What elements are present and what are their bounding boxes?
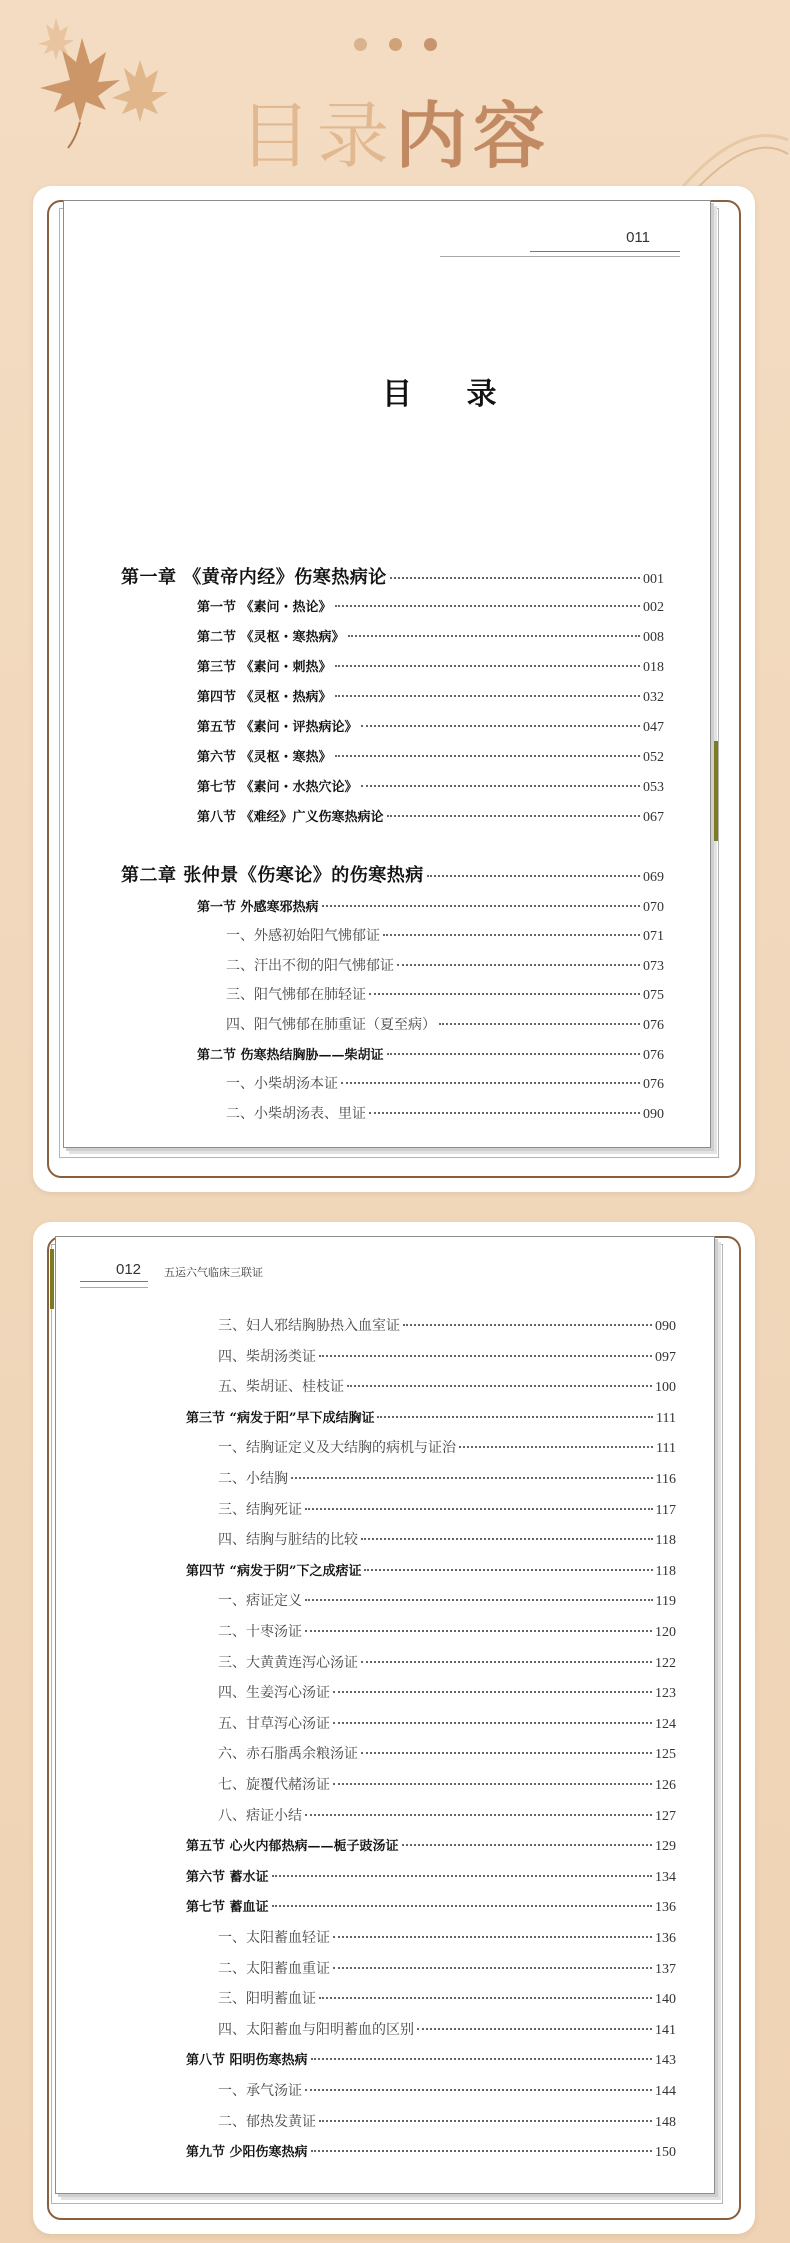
toc-entry-chapter bbox=[121, 563, 664, 589]
toc-entry-page: 136 bbox=[655, 1900, 676, 1915]
toc-entry-title: 第二节 伤寒热结胸胁——柴胡证 bbox=[197, 1048, 384, 1063]
toc-entry-title: 四、太阳蓄血与阳明蓄血的区别 bbox=[218, 2022, 414, 2038]
dot-leader bbox=[333, 1722, 652, 1724]
toc-entry-item bbox=[226, 1073, 664, 1093]
toc-entry-page: 076 bbox=[643, 1018, 664, 1033]
toc-entry-section bbox=[197, 806, 664, 826]
toc-entry-title: 三、阳明蓄血证 bbox=[218, 1991, 316, 2007]
toc-entry-page: 111 bbox=[656, 1411, 676, 1426]
toc-entry-section bbox=[186, 1407, 676, 1427]
toc-entry-title: 二、太阳蓄血重证 bbox=[218, 1961, 330, 1977]
toc-entry-page: 125 bbox=[655, 1747, 676, 1762]
book-spine-mark bbox=[714, 741, 718, 841]
toc-entry-title: 第五节 《素问・评热病论》 bbox=[197, 720, 358, 735]
toc-entry-page: 141 bbox=[655, 2023, 676, 2038]
toc-entry-page: 008 bbox=[643, 630, 664, 645]
toc-entry-section bbox=[186, 1896, 676, 1916]
toc-entry-title: 第六节 《灵枢・寒热》 bbox=[197, 750, 332, 765]
dot-leader bbox=[387, 1053, 640, 1055]
toc-entry-item bbox=[218, 1774, 676, 1794]
toc-entry-page: 136 bbox=[655, 1931, 676, 1946]
toc-entry-page: 123 bbox=[655, 1686, 676, 1701]
toc-entry-title: 四、生姜泻心汤证 bbox=[218, 1685, 330, 1701]
toc-entry-title: 六、赤石脂禹余粮汤证 bbox=[218, 1746, 358, 1762]
toc-entry-page: 118 bbox=[655, 1533, 676, 1548]
toc-entry-page: 076 bbox=[643, 1048, 664, 1063]
toc-entry-item bbox=[218, 1958, 676, 1978]
toc-entry-section bbox=[197, 776, 664, 796]
toc-entry-page: 090 bbox=[643, 1107, 664, 1122]
dot-leader bbox=[305, 1599, 653, 1601]
toc-entry-item bbox=[218, 2111, 676, 2131]
dot-leader bbox=[390, 577, 640, 579]
toc-entry-title: 第三节 《素问・刺热》 bbox=[197, 660, 332, 675]
toc-entry-item bbox=[226, 955, 664, 975]
header-rule-2 bbox=[440, 256, 680, 257]
toc-entry-title: 二、十枣汤证 bbox=[218, 1624, 302, 1640]
toc-entry-item bbox=[218, 2080, 676, 2100]
toc-entry-title: 第四节 “病发于阴”下之成痞证 bbox=[186, 1564, 362, 1579]
toc-entry-item bbox=[226, 1014, 664, 1034]
toc-entry-page: 143 bbox=[655, 2053, 676, 2068]
toc-page-card-2 bbox=[33, 1222, 755, 2234]
toc-entry-page: 127 bbox=[655, 1809, 676, 1824]
toc-entry-title: 第二章 张仲景《伤寒论》的伤寒热病 bbox=[121, 865, 424, 886]
toc-entry-title: 七、旋覆代赭汤证 bbox=[218, 1777, 330, 1793]
toc-entry-item bbox=[218, 1988, 676, 2008]
dot-leader bbox=[383, 934, 640, 936]
toc-entry-title: 四、结胸与脏结的比较 bbox=[218, 1532, 358, 1548]
toc-entry-item bbox=[218, 1927, 676, 1947]
toc-entry-item bbox=[218, 1529, 676, 1549]
toc-entry-item bbox=[218, 1743, 676, 1763]
toc-entry-title: 第一章 《黄帝内经》伤寒热病论 bbox=[121, 567, 387, 588]
toc-entry-page: 124 bbox=[655, 1717, 676, 1732]
toc-entry-page: 073 bbox=[643, 959, 664, 974]
dot-leader bbox=[335, 665, 640, 667]
toc-entry-title: 一、痞证定义 bbox=[218, 1593, 302, 1609]
toc-entry-title: 第七节 《素问・水热穴论》 bbox=[197, 780, 358, 795]
toc-entry-page: 126 bbox=[655, 1778, 676, 1793]
dot-leader bbox=[333, 1967, 652, 1969]
dot-leader bbox=[459, 1446, 653, 1448]
toc-entry-item bbox=[226, 1103, 664, 1123]
toc-entry-section bbox=[197, 1044, 664, 1064]
toc-entry-page: 071 bbox=[643, 929, 664, 944]
toc-page-card-1 bbox=[33, 186, 755, 1192]
toc-entry-page: 122 bbox=[655, 1656, 676, 1671]
book-page-012 bbox=[55, 1236, 715, 2194]
book-page-011 bbox=[63, 200, 711, 1148]
toc-entry-page: 032 bbox=[643, 690, 664, 705]
toc-entry-title: 第九节 少阳伤寒热病 bbox=[186, 2145, 308, 2160]
toc-entry-item bbox=[218, 1437, 676, 1457]
header-dots bbox=[354, 38, 437, 51]
toc-entry-page: 119 bbox=[655, 1594, 676, 1609]
header-title-light: 目录 bbox=[238, 94, 395, 178]
dot-leader bbox=[272, 1875, 652, 1877]
toc-entry-item bbox=[226, 984, 664, 1004]
toc-entry-page: 129 bbox=[655, 1839, 676, 1854]
dot-leader bbox=[333, 1783, 652, 1785]
dot-leader bbox=[387, 815, 640, 817]
header-rule bbox=[530, 251, 680, 252]
toc-entry-title: 第八节 《难经》广义伤寒热病论 bbox=[197, 810, 384, 825]
toc-entry-title: 一、承气汤证 bbox=[218, 2083, 302, 2099]
toc-entry-page: 118 bbox=[655, 1564, 676, 1579]
toc-entry-section bbox=[197, 746, 664, 766]
toc-entry-item bbox=[218, 1590, 676, 1610]
toc-entry-title: 四、阳气怫郁在肺重证（夏至病） bbox=[226, 1017, 436, 1033]
dot-leader bbox=[427, 875, 640, 877]
toc-entry-title: 第二节 《灵枢・寒热病》 bbox=[197, 630, 345, 645]
dot-leader bbox=[439, 1023, 640, 1025]
dot-leader bbox=[333, 1691, 652, 1693]
dot-leader bbox=[364, 1569, 652, 1571]
toc-entry-item bbox=[218, 1499, 676, 1519]
toc-entry-section bbox=[197, 656, 664, 676]
toc-title: 目 录 bbox=[382, 377, 519, 412]
dot-leader bbox=[347, 1385, 652, 1387]
toc-entry-title: 第三节 “病发于阳”早下成结胸证 bbox=[186, 1411, 375, 1426]
dot-leader bbox=[403, 1324, 652, 1326]
dot-leader bbox=[417, 2028, 652, 2030]
toc-entry-section bbox=[197, 626, 664, 646]
toc-entry-title: 第一节 外感寒邪热病 bbox=[197, 900, 319, 915]
toc-entry-item bbox=[218, 1376, 676, 1396]
toc-entry-page: 001 bbox=[643, 572, 664, 587]
toc-entry-page: 018 bbox=[643, 660, 664, 675]
toc-entry-section bbox=[186, 1835, 676, 1855]
dot-leader bbox=[361, 1538, 653, 1540]
toc-entry-page: 067 bbox=[643, 810, 664, 825]
toc-entry-title: 二、小结胸 bbox=[218, 1471, 288, 1487]
toc-entry-title: 第六节 蓄水证 bbox=[186, 1870, 269, 1885]
toc-entry-title: 二、小柴胡汤表、里证 bbox=[226, 1106, 366, 1122]
toc-entry-item bbox=[218, 1805, 676, 1825]
toc-entry-page: 053 bbox=[643, 780, 664, 795]
toc-entry-page: 150 bbox=[655, 2145, 676, 2160]
dot-leader bbox=[272, 1905, 652, 1907]
toc-entry-title: 第五节 心火内郁热病——栀子豉汤证 bbox=[186, 1839, 399, 1854]
toc-entry-title: 第一节 《素问・热论》 bbox=[197, 600, 332, 615]
dot-leader bbox=[402, 1844, 652, 1846]
dot-leader bbox=[333, 1936, 652, 1938]
dot-leader bbox=[319, 2120, 652, 2122]
toc-entry-title: 第四节 《灵枢・热病》 bbox=[197, 690, 332, 705]
toc-entry-title: 二、汗出不彻的阳气怫郁证 bbox=[226, 958, 394, 974]
dot-leader bbox=[361, 1752, 652, 1754]
toc-entry-section bbox=[197, 896, 664, 916]
toc-entry-title: 五、甘草泻心汤证 bbox=[218, 1716, 330, 1732]
toc-entry-page: 140 bbox=[655, 1992, 676, 2007]
toc-entry-page: 075 bbox=[643, 988, 664, 1003]
toc-entry-title: 一、结胸证定义及大结胸的病机与证治 bbox=[218, 1440, 456, 1456]
dot-leader bbox=[377, 1416, 653, 1418]
dot-leader bbox=[322, 905, 640, 907]
header-rule bbox=[80, 1281, 148, 1282]
toc-entry-section bbox=[186, 1560, 676, 1580]
toc-entry-page: 120 bbox=[655, 1625, 676, 1640]
toc-entry-section bbox=[197, 596, 664, 616]
toc-entry-section bbox=[186, 1866, 676, 1886]
toc-entry-page: 148 bbox=[655, 2115, 676, 2130]
running-book-title: 五运六气临床三联证 bbox=[164, 1266, 263, 1279]
toc-entry-section bbox=[197, 716, 664, 736]
toc-entry-section bbox=[186, 2049, 676, 2069]
dot-leader bbox=[335, 605, 640, 607]
dot-leader bbox=[335, 755, 640, 757]
toc-entry-section bbox=[186, 2141, 676, 2161]
toc-entry-page: 117 bbox=[655, 1503, 676, 1518]
toc-entry-page: 052 bbox=[643, 750, 664, 765]
toc-entry-title: 第七节 蓄血证 bbox=[186, 1900, 269, 1915]
toc-entry-title: 四、柴胡汤类证 bbox=[218, 1349, 316, 1365]
dot-leader bbox=[319, 1355, 652, 1357]
toc-entry-page: 076 bbox=[643, 1077, 664, 1092]
dot-leader bbox=[369, 993, 640, 995]
dot-leader bbox=[291, 1477, 653, 1479]
toc-entry-title: 一、小柴胡汤本证 bbox=[226, 1076, 338, 1092]
toc-entry-chapter bbox=[121, 861, 664, 887]
page-number: 012 bbox=[116, 1261, 142, 1278]
toc-entry-title: 二、郁热发黄证 bbox=[218, 2114, 316, 2130]
toc-entry-page: 070 bbox=[643, 900, 664, 915]
dot-leader bbox=[361, 1661, 652, 1663]
dot-leader bbox=[369, 1112, 640, 1114]
toc-entry-item bbox=[218, 1346, 676, 1366]
dot-leader bbox=[305, 1814, 652, 1816]
toc-entry-page: 116 bbox=[655, 1472, 676, 1487]
toc-entry-page: 144 bbox=[655, 2084, 676, 2099]
dot-leader bbox=[335, 695, 640, 697]
toc-entry-item bbox=[218, 2019, 676, 2039]
toc-entry-item bbox=[218, 1315, 676, 1335]
toc-entry-page: 047 bbox=[643, 720, 664, 735]
toc-entry-page: 134 bbox=[655, 1870, 676, 1885]
toc-entry-title: 第八节 阳明伤寒热病 bbox=[186, 2053, 308, 2068]
toc-entry-title: 三、结胸死证 bbox=[218, 1502, 302, 1518]
dot-leader bbox=[361, 725, 640, 727]
toc-entry-page: 002 bbox=[643, 600, 664, 615]
toc-entry-title: 五、柴胡证、桂枝证 bbox=[218, 1379, 344, 1395]
dot-leader bbox=[348, 635, 640, 637]
header-title-bold: 内容 bbox=[395, 94, 552, 178]
dot-leader bbox=[319, 1997, 652, 1999]
toc-entry-title: 三、大黄黄连泻心汤证 bbox=[218, 1655, 358, 1671]
dot-leader bbox=[305, 1508, 653, 1510]
toc-entry-title: 一、外感初始阳气怫郁证 bbox=[226, 928, 380, 944]
dot-leader bbox=[311, 2058, 652, 2060]
toc-entry-item bbox=[218, 1682, 676, 1702]
toc-entry-page: 137 bbox=[655, 1962, 676, 1977]
toc-entry-page: 100 bbox=[655, 1380, 676, 1395]
dot-leader bbox=[305, 2089, 652, 2091]
toc-entry-page: 090 bbox=[655, 1319, 676, 1334]
toc-entry-title: 三、阳气怫郁在肺轻证 bbox=[226, 987, 366, 1003]
dot-leader bbox=[305, 1630, 652, 1632]
toc-entry-title: 八、痞证小结 bbox=[218, 1808, 302, 1824]
header-rule-2 bbox=[80, 1287, 148, 1288]
toc-entry-item bbox=[226, 925, 664, 945]
toc-entry-item bbox=[218, 1468, 676, 1488]
page-number: 011 bbox=[626, 229, 650, 246]
toc-entry-page: 069 bbox=[643, 870, 664, 885]
book-spine-mark bbox=[50, 1249, 54, 1309]
dot-leader bbox=[361, 785, 640, 787]
dot-leader bbox=[341, 1082, 640, 1084]
dot-leader bbox=[397, 964, 640, 966]
toc-entry-title: 三、妇人邪结胸胁热入血室证 bbox=[218, 1318, 400, 1334]
dot-leader bbox=[311, 2150, 652, 2152]
toc-entry-item bbox=[218, 1652, 676, 1672]
toc-entry-page: 097 bbox=[655, 1350, 676, 1365]
toc-entry-item bbox=[218, 1621, 676, 1641]
toc-entry-title: 一、太阳蓄血轻证 bbox=[218, 1930, 330, 1946]
toc-entry-section bbox=[197, 686, 664, 706]
toc-entry-item bbox=[218, 1713, 676, 1733]
toc-entry-page: 111 bbox=[656, 1441, 676, 1456]
